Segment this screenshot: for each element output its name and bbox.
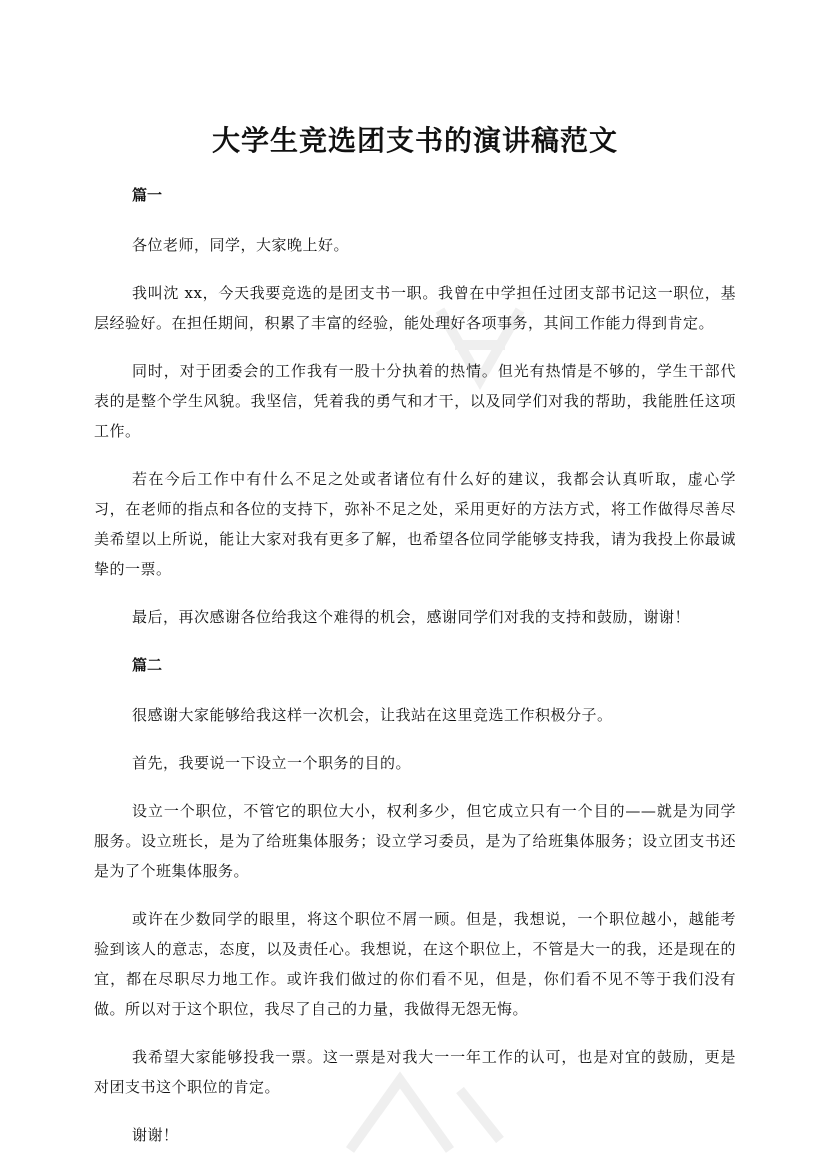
paragraph: 同时，对于团委会的工作我有一股十分执着的热情。但光有热情是不够的，学生干部代表的是整个学生风貌。我坚信，凭着我的勇气和才干，以及同学们对我的帮助，我能胜任这项工作。 — [94, 362, 736, 440]
document-title: 大学生竞选团支书的演讲稿范文 — [211, 123, 618, 157]
paragraph: 我叫沈 xx，今天我要竞选的是团支书一职。我曾在中学担任过团支部书记这一职位，基层经验好。在担任期间，积累了丰富的经验，能处理好各项事务，其间工作能力得到肯定。 — [94, 284, 736, 332]
paragraph: 谢谢！ — [132, 1126, 179, 1144]
section-1 — [94, 180, 736, 632]
paragraph: 我希望大家能够投我一票。这一票是对我大一一年工作的认可，也是对宜的鼓励，更是对团支书这个职位的肯定。 — [94, 1048, 736, 1096]
section-2 — [94, 650, 736, 1150]
paragraph: 若在今后工作中有什么不足之处或者诸位有什么好的建议，我都会认真听取，虚心学习，在老师的指点和各位的支持下，弥补不足之处，采用更好的方法方式，将工作做得尽善尽美希望以上所说，能让大家对我有更多了解，也希望各位同学能够支持我，请为我投上你最诚挚的一票。 — [94, 470, 736, 578]
paragraph: 各位老师，同学，大家晚上好。 — [132, 236, 350, 254]
document-body — [94, 180, 736, 1150]
paragraph: 很感谢大家能够给我这样一次机会，让我站在这里竞选工作积极分子。 — [132, 706, 613, 724]
paragraph: 或许在少数同学的眼里，将这个职位不屑一顾。但是，我想说，一个职位越小，越能考验到该人的意志，态度，以及责任心。我想说，在这个职位上，不管是大一的我，还是现在的宜，都在尽职尽力地工作。或许我们做过的你们看不见，但是，你们看不见不等于我们没有做。所以对于这个职位，我尽了自己的力量，我做得无怨无悔。 — [94, 910, 736, 1018]
paragraph: 设立一个职位，不管它的职位大小，权利多少，但它成立只有一个目的——就是为同学服务。设立班长，是为了给班集体服务；设立学习委员，是为了给班集体服务；设立团支书还是为了个班集体服务。 — [94, 802, 736, 880]
section-heading: 篇一 — [132, 186, 163, 204]
section-heading: 篇二 — [132, 656, 163, 674]
paragraph: 首先，我要说一下设立一个职务的目的。 — [132, 754, 412, 772]
paragraph: 最后，再次感谢各位给我这个难得的机会，感谢同学们对我的支持和鼓励，谢谢！ — [132, 608, 691, 626]
